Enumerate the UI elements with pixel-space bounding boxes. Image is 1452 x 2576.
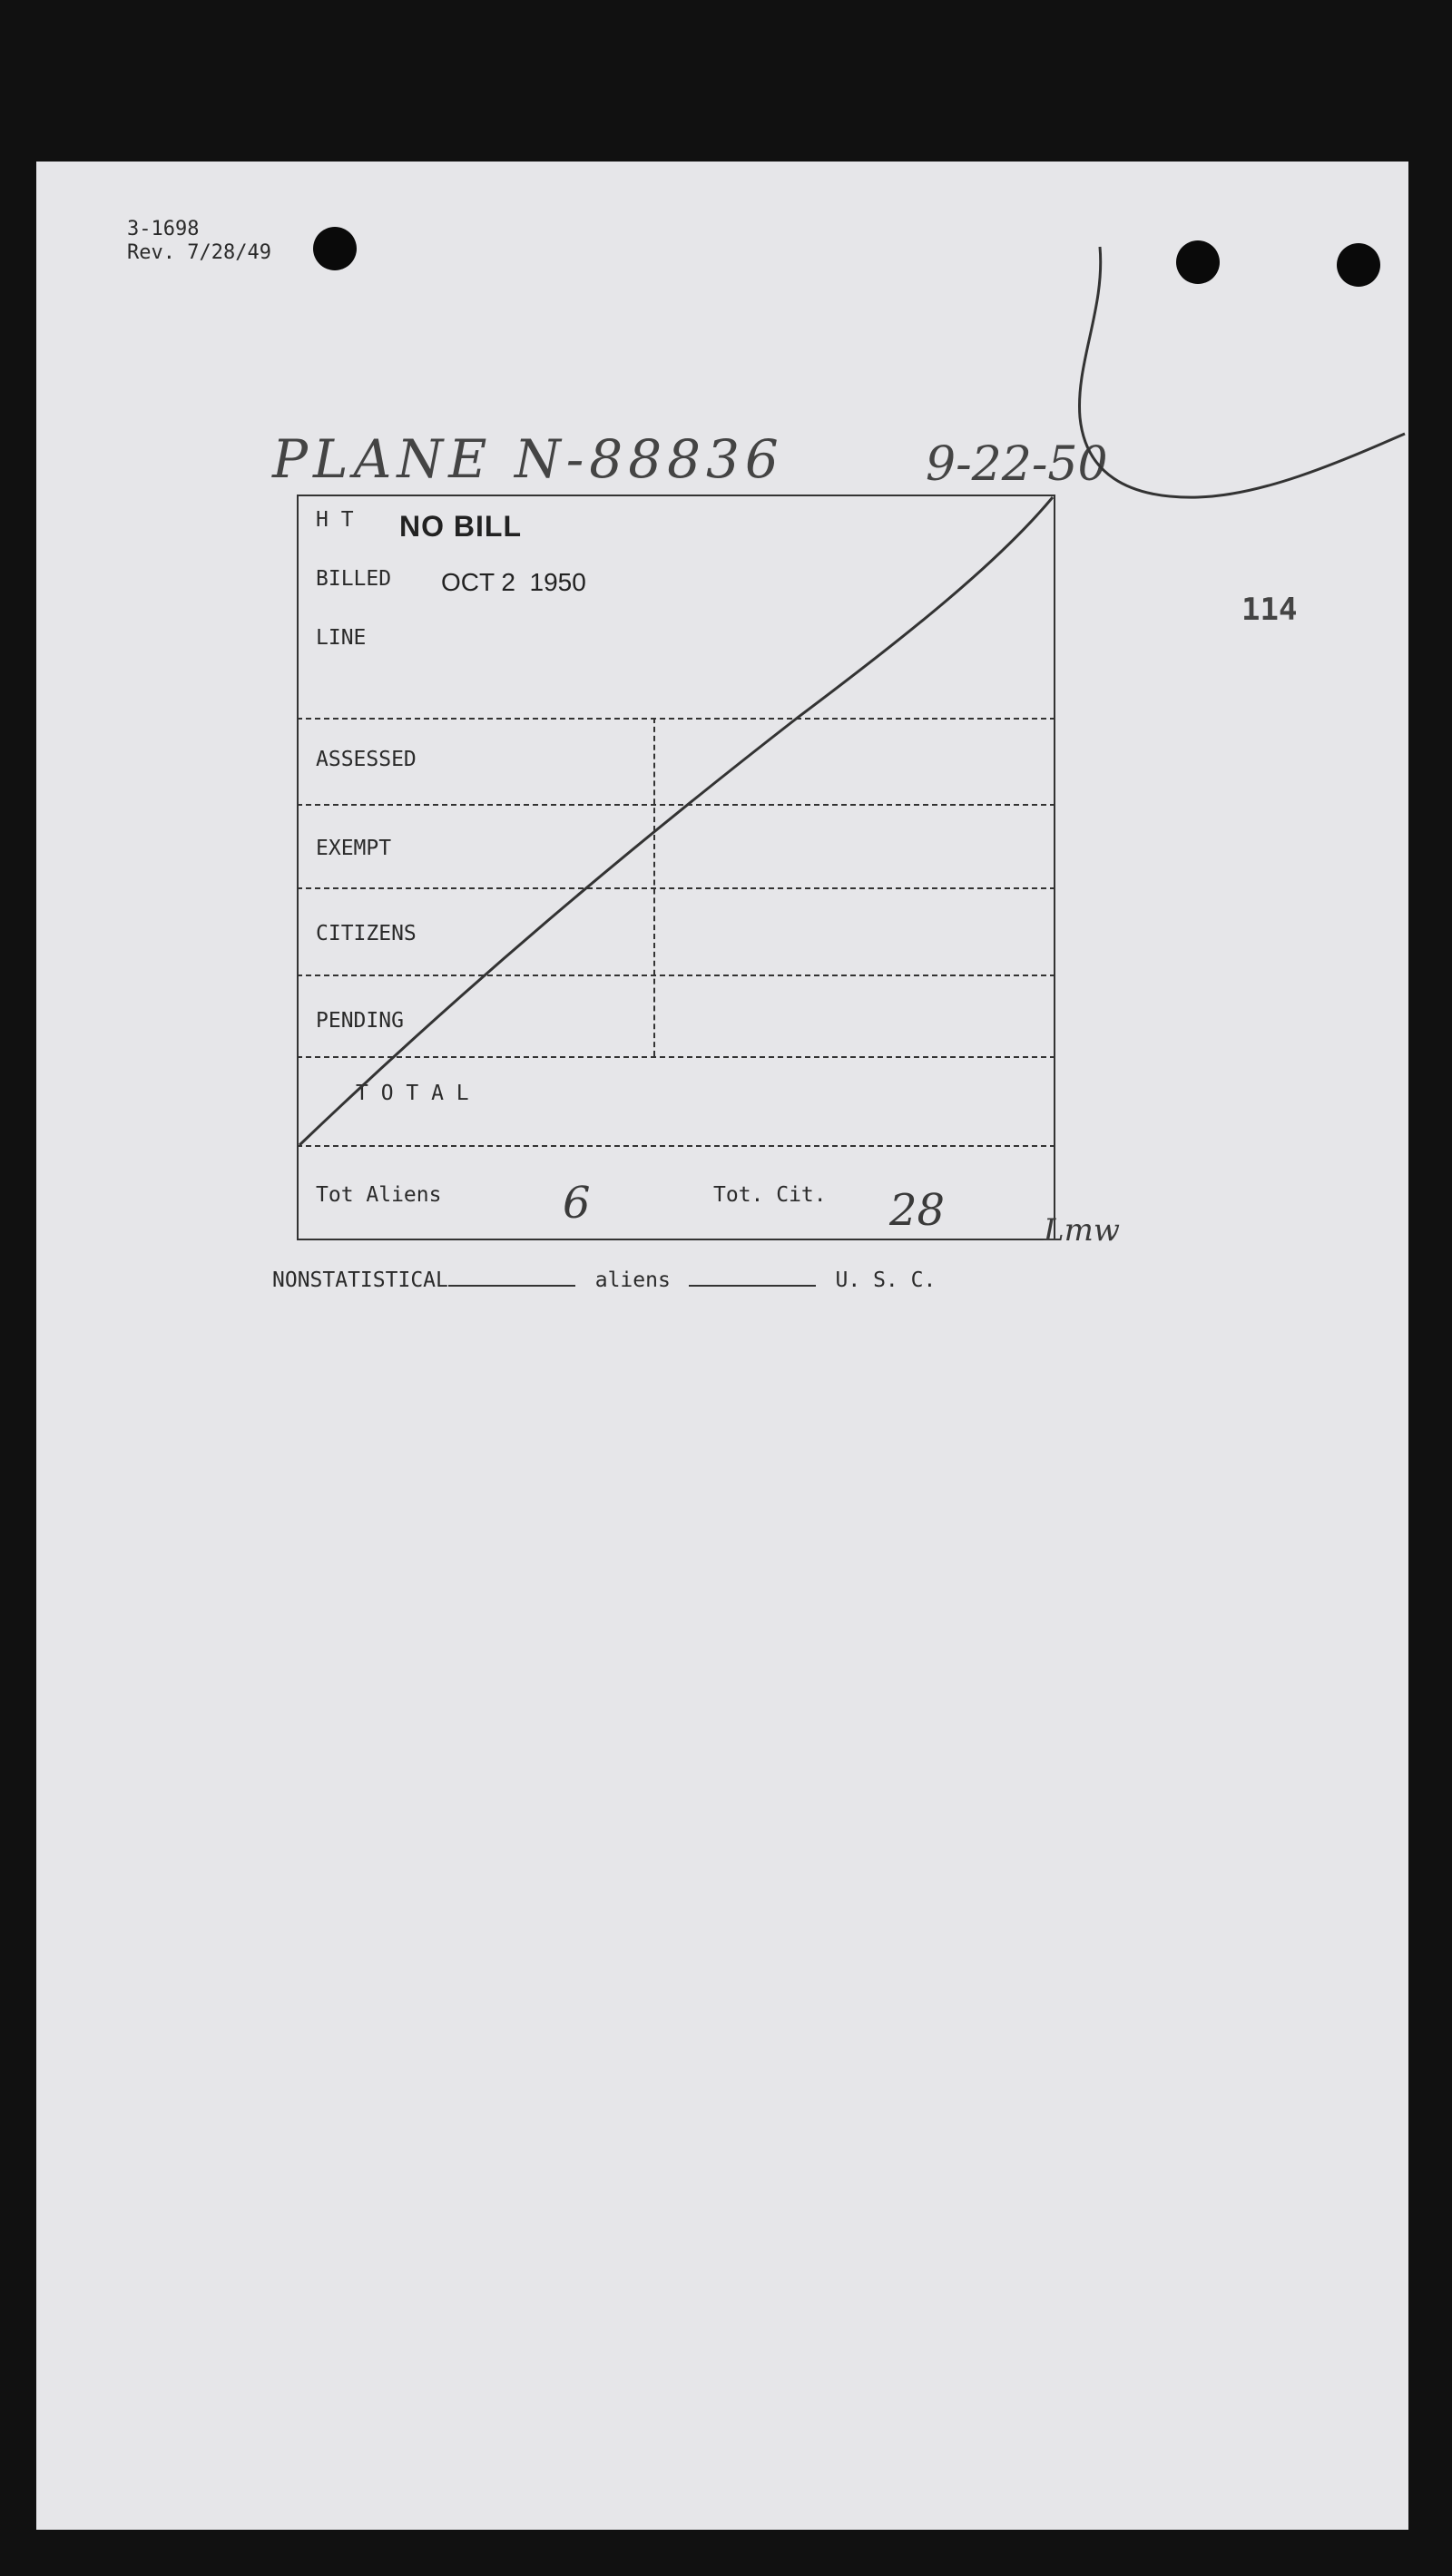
strike-through-line bbox=[299, 497, 1053, 1145]
page-number: 114 bbox=[1241, 592, 1298, 628]
exempt-label: EXEMPT bbox=[316, 837, 392, 860]
no-bill-stamp: NO BILL bbox=[399, 510, 522, 543]
tot-aliens-label: Tot Aliens bbox=[316, 1183, 442, 1207]
usc-label: U. S. C. bbox=[835, 1268, 937, 1292]
pending-label: PENDING bbox=[316, 1009, 404, 1033]
line-label: LINE bbox=[316, 626, 367, 650]
total-label: T O T A L bbox=[356, 1082, 469, 1105]
citizens-label: CITIZENS bbox=[316, 922, 417, 945]
handwritten-date: 9-22-50 bbox=[926, 437, 1108, 492]
tot-aliens-value: 6 bbox=[563, 1178, 591, 1229]
billed-label: BILLED bbox=[316, 567, 392, 591]
form-code: 3-1698 bbox=[127, 218, 200, 240]
form-revision: Rev. 7/28/49 bbox=[127, 241, 271, 264]
aliens-label: aliens bbox=[594, 1268, 671, 1292]
nonstatistical-label: NONSTATISTICAL bbox=[272, 1268, 448, 1292]
tot-cit-label: Tot. Cit. bbox=[713, 1183, 827, 1207]
assessed-label: ASSESSED bbox=[316, 748, 417, 771]
pen-curve-mark bbox=[1079, 247, 1405, 497]
handwritten-plane-number: PLANE N-88836 bbox=[272, 428, 784, 490]
ht-label: H T bbox=[316, 508, 354, 532]
billed-date-stamp: OCT 2 1950 bbox=[441, 568, 586, 596]
handwritten-initials: Lmw bbox=[1044, 1212, 1120, 1249]
tot-cit-value: 28 bbox=[889, 1185, 946, 1236]
